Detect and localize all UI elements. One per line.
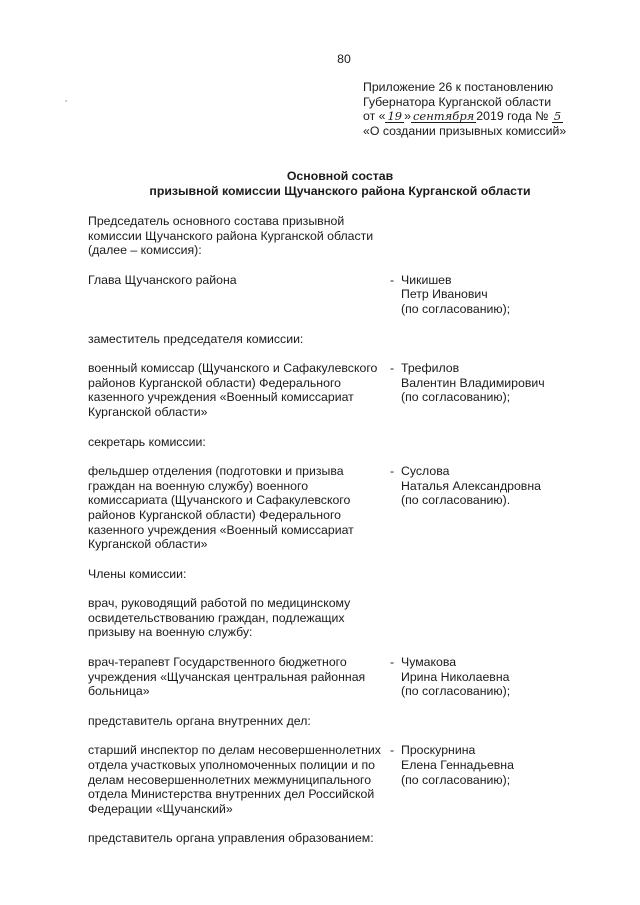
- annex-line-3: [363, 109, 633, 124]
- annex-date-mid: »: [404, 109, 411, 124]
- member-dash: -: [390, 655, 395, 670]
- member-surname: Чумакова: [401, 655, 457, 670]
- member-given-name: Валентин Владимирович: [401, 375, 545, 390]
- member-position: представитель органа внутренних дел:: [88, 713, 311, 728]
- member-position: старший инспектор по делам несовершеннолетних отдела участковых уполномоченных полиции и по делам несовершеннолетних межмуниципального отдела Министерства внутренних дел Российской Федерации «Щучанский»: [88, 743, 381, 816]
- document-title: [0, 169, 640, 198]
- member-dash: [390, 567, 401, 582]
- scan-speck: [65, 100, 67, 102]
- member-dash: [390, 332, 401, 347]
- member-given-name: Наталья Александровна: [401, 478, 541, 493]
- member-name: [401, 214, 628, 258]
- member-name: [401, 714, 628, 729]
- annex-line-4: «О создании призывных комиссий»: [363, 123, 567, 138]
- member-dash: -: [390, 464, 395, 479]
- annex-block: [363, 80, 633, 138]
- member-name: [401, 273, 628, 317]
- member-note: (по согласованию);: [401, 301, 511, 316]
- member-row: [88, 464, 628, 552]
- member-name: [401, 831, 628, 846]
- member-surname: Чикишев: [401, 272, 452, 287]
- member-dash: -: [390, 272, 395, 287]
- member-name: [401, 655, 628, 699]
- annex-line-1: Приложение 26 к постановлению: [363, 80, 554, 94]
- member-position: секретарь комиссии:: [88, 434, 206, 449]
- members-list: [88, 214, 628, 861]
- member-row: [88, 214, 628, 258]
- member-dash: [390, 831, 401, 846]
- member-position: врач, руководящий работой по медицинскому освидетельствованию граждан, подлежащих призыву на военную службу:: [88, 596, 351, 640]
- annex-line-2: Губернатора Курганской области: [363, 94, 552, 109]
- member-row: [88, 743, 628, 816]
- member-dash: -: [390, 743, 395, 758]
- member-dash: [390, 214, 401, 258]
- member-position: Председатель основного состава призывной комиссии Щучанского района Курганской области (далее – комиссия):: [88, 214, 374, 258]
- member-name: [401, 464, 628, 552]
- member-position: представитель органа управления образованием:: [88, 831, 374, 846]
- member-name: [401, 435, 628, 450]
- title-line-2: призывной комиссии Щучанского района Курганской области: [149, 183, 531, 198]
- annex-date-day: 19: [387, 109, 403, 124]
- member-name: [401, 743, 628, 816]
- member-dash: -: [390, 361, 395, 376]
- member-row: [88, 361, 628, 419]
- member-dash: [390, 596, 401, 640]
- member-position: заместитель председателя комиссии:: [88, 331, 304, 346]
- member-row: [88, 596, 628, 640]
- member-position: Члены комиссии:: [88, 566, 187, 581]
- member-name: [401, 567, 628, 582]
- member-given-name: Ирина Николаевна: [401, 669, 510, 684]
- annex-date-year: 2019 года №: [476, 109, 552, 124]
- member-name: [401, 332, 628, 347]
- page-number: 80: [337, 52, 351, 66]
- annex-number: 5: [553, 109, 562, 124]
- member-given-name: Елена Геннадьевна: [401, 758, 514, 773]
- member-dash: [390, 435, 401, 450]
- member-row: [88, 567, 628, 582]
- member-position: фельдшер отделения (подготовки и призыва граждан на военную службу) военного комиссариата (Щучанского и Сафакулевского районов Курганской области) Федерального казенного учреждения «Военный комиссариат Курганской области»: [88, 464, 354, 552]
- annex-date-prefix: от «: [363, 109, 386, 124]
- member-position: военный комиссар (Щучанского и Сафакулевского районов Курганской области) Федерального казенного учреждения «Военный комиссариат Курганской области»: [88, 361, 378, 419]
- member-position: врач-терапевт Государственного бюджетного учреждения «Щучанская центральная районная больница»: [88, 655, 366, 699]
- member-position: Глава Щучанского района: [88, 272, 237, 287]
- member-row: [88, 714, 628, 729]
- member-surname: Трефилов: [401, 361, 460, 376]
- member-note: (по согласованию);: [401, 390, 511, 405]
- member-note: (по согласованию);: [401, 684, 511, 699]
- annex-date-month: сентября: [412, 109, 475, 124]
- member-dash: [390, 714, 401, 729]
- member-surname: Суслова: [401, 464, 450, 479]
- title-line-1: Основной состав: [286, 169, 394, 183]
- member-note: (по согласованию);: [401, 772, 511, 787]
- member-name: [401, 596, 628, 640]
- member-row: [88, 435, 628, 450]
- member-row: [88, 273, 628, 317]
- member-note: (по согласованию).: [401, 493, 511, 508]
- member-row: [88, 655, 628, 699]
- member-surname: Проскурнина: [401, 743, 476, 758]
- member-row: [88, 332, 628, 347]
- member-row: [88, 831, 628, 846]
- member-given-name: Петр Иванович: [401, 287, 488, 302]
- member-name: [401, 361, 628, 419]
